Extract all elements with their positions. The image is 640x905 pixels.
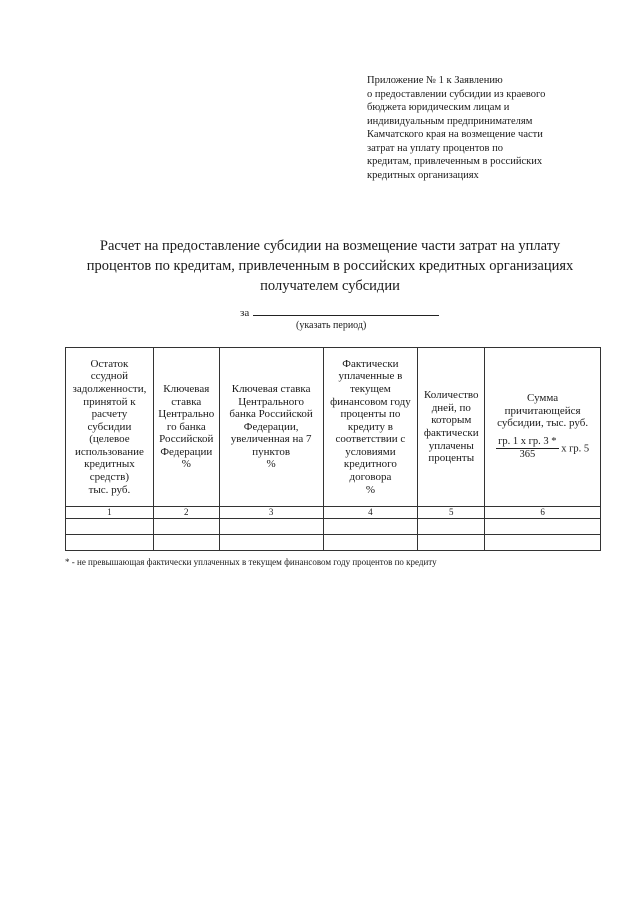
formula-denominator: 365 xyxy=(519,449,536,461)
table-row xyxy=(66,519,601,535)
annex-line: о предоставлении субсидии из краевого xyxy=(367,88,546,100)
period-field[interactable] xyxy=(240,305,439,319)
table-row xyxy=(66,535,601,551)
table-cell[interactable] xyxy=(418,535,485,551)
annex-line: кредитам, привлеченным в российских xyxy=(367,156,543,167)
column-header-paid-interest: Фактически уплаченные в текущем финансовом году проценты по кредиту в соответствии с условиями кредитного договора % xyxy=(323,348,418,507)
table-cell[interactable] xyxy=(66,519,154,535)
title-line: Расчет на предоставление субсидии на возмещение части затрат на уплату xyxy=(99,238,561,254)
table-cell[interactable] xyxy=(153,535,219,551)
table-cell[interactable] xyxy=(485,519,601,535)
table-cell[interactable] xyxy=(219,519,323,535)
annex-line: затрат на уплату процентов по xyxy=(367,142,504,154)
document-title xyxy=(60,236,600,296)
annex-line: индивидуальным предпринимателям xyxy=(367,115,533,127)
period-label: за xyxy=(240,307,250,319)
column-number-row xyxy=(66,507,601,519)
column-header-key-rate: Ключевая ставка Центрально го банка Российской Федерации % xyxy=(153,348,219,507)
annex-line: Камчатского края на возмещение части xyxy=(367,129,543,140)
subsidy-formula xyxy=(485,436,600,462)
calculation-table xyxy=(65,347,601,551)
column-number: 6 xyxy=(485,507,601,519)
table-cell[interactable] xyxy=(219,535,323,551)
table-cell[interactable] xyxy=(153,519,219,535)
column-number: 5 xyxy=(418,507,485,519)
column-number: 2 xyxy=(153,507,219,519)
column-header-subsidy-amount: Сумма причитающейся субсидии, тыс. руб. $\frac{\text{гр. 1 х гр. 3 *}}{365}$ х гр. 5 xyxy=(485,348,601,507)
table-cell[interactable] xyxy=(66,535,154,551)
column-header-days-count: Количество дней, по которым фактически уплачены проценты xyxy=(418,348,485,507)
annex-line: Приложение № 1 к Заявлению xyxy=(367,75,503,86)
table-cell[interactable] xyxy=(323,519,418,535)
formula-suffix: х гр. 5 xyxy=(561,443,590,455)
table-cell[interactable] xyxy=(485,535,601,551)
annex-line: бюджета юридическим лицам и xyxy=(367,102,510,113)
period-input-line[interactable] xyxy=(253,305,439,316)
formula-numerator: гр. 1 х гр. 3 * xyxy=(496,436,559,450)
column-header-loan-balance: Остаток ссудной задолженности, принятой к расчету субсидии (целевое использование кредитных средств) тыс. руб. xyxy=(66,348,154,507)
period-hint: (указать период) xyxy=(296,320,367,331)
table-header-row xyxy=(66,348,601,507)
title-line: получателем субсидии xyxy=(260,278,400,294)
table-cell[interactable] xyxy=(418,519,485,535)
table-cell[interactable] xyxy=(323,535,418,551)
column-number: 4 xyxy=(323,507,418,519)
title-line: процентов по кредитам, привлеченным в российских кредитных организациях xyxy=(86,258,574,274)
annex-note xyxy=(367,74,597,182)
footnote: * - не превышающая фактически уплаченных в текущем финансовом году процентов по кредиту xyxy=(65,557,437,567)
column-header-key-rate-plus-7: Ключевая ставка Центрального банка Российской Федерации, увеличенная на 7 пунктов % xyxy=(219,348,323,507)
column-number: 3 xyxy=(219,507,323,519)
column-number: 1 xyxy=(66,507,154,519)
annex-line: кредитных организациях xyxy=(367,169,479,181)
